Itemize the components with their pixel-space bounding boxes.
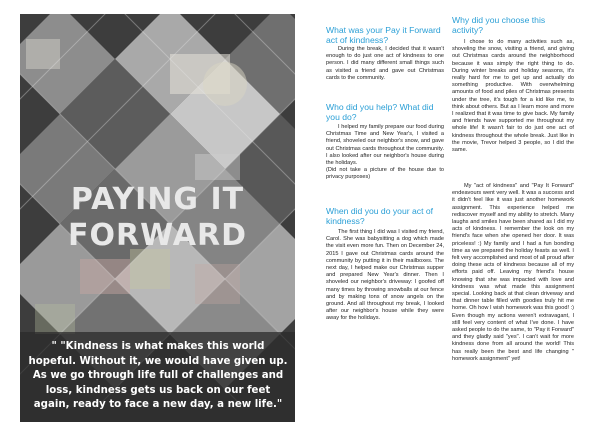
section-who-note: (Did not take a picture of the house due to privacy purposes) <box>326 167 444 181</box>
poster-title-line-1: PAYING IT <box>70 182 245 217</box>
section-why-body-2: My "act of kindness" and "Pay It Forward" endeavours went very well. It was a success and it didn't feel like it was just another homework assignment. This experience helped me rediscover myself and my ability to stretch. Many laughs and smiles have been shared as I did my acts of kindness. I remember the look on my friend's face when she opened her door. It was priceless! :) My family and I had a fun bonding time as we prepared the holiday feasts as well. I felt very accomplished and most of all proud after doing these acts of kindness because all of my efforts paid off. Leaving my friend's house knowing that she was impacted with love and kindness was what made this assignment special. Looking back at that clean driveway and that dinner table filled with goodies truly hit me home. Oh how I wish homework was this good! :) Even though my actions weren't extravagant, I still feel very content of what I've done. I have asked people to do the same, to "Pay it Forward" and they gladly said "yes". I can't wait for more kindness done from all around the world! This has really been the best and life changing " homework assignment" yet! <box>452 183 574 362</box>
poster-quote: " "Kindness is what makes this world hopeful. Without it, we would have given up. As we go through life full of challenges and loss, kindness gets us back on our feet again, ready to face a new day, a new life." <box>28 341 288 411</box>
section-who-body: I helped my family prepare our food during Christmas Time and New Year's, I visited a friend, shoveled our neighbor's snow, and gave out Christmas cards throughout the community. I also looked after our neighbor's house during the holidays. <box>326 124 444 167</box>
section-act-heading: What was your Pay it Forward act of kindness? <box>326 25 441 45</box>
section-when-body: The first thing I did was I visited my friend, Carol. She was babysitting a dog which made the visit even more fun. Then on December 24, 2015 I gave out Christmas cards around the community by putting it in their mailboxes. The next day, I helped make our Christmas supper and prepared New Year's dinner. Then I shoveled our neighbor's driveway: I goofed off many times by throwing snowballs at our fence and by making tons of snow angels on the ground. And all throughout my break, I looked after our neighbor's house while they were away for the holidays. <box>326 229 444 322</box>
section-when-heading: When did you do your act of kindness? <box>326 206 434 226</box>
section-act-body: During the break, I decided that it wasn't enough to do just one act of kindness to one person. I did many different small things such as visited a friend and gave out Christmas cards to the community. <box>326 46 444 81</box>
section-why-body-1: I chose to do many activities such as, shoveling the snow, visiting a friend, and giving out Christmas cards around the neighborhood because it was simply the right thing to do. During winter breaks and holiday seasons, it's really hard for me to get up and actually do something productive. With overwhelming amounts of food and piles of Christmas presents under the tree, it's tough for a kid like me, to think about others. But as I learn more and more I realized that it was time to give back. My family and friends have supported me throughout my whole life! It wasn't fair to do just one act of kindness throughout the whole break. Just like in the movie, Trevor helped 3 people, so I did the same. <box>452 39 574 154</box>
poster-title-line-2: FORWARD <box>67 218 248 253</box>
section-why-heading: Why did you choose this activity? <box>452 15 546 35</box>
poster-panel <box>20 14 295 422</box>
section-who-heading: Who did you help? What did you do? <box>326 102 434 122</box>
section-who-text <box>326 124 444 182</box>
